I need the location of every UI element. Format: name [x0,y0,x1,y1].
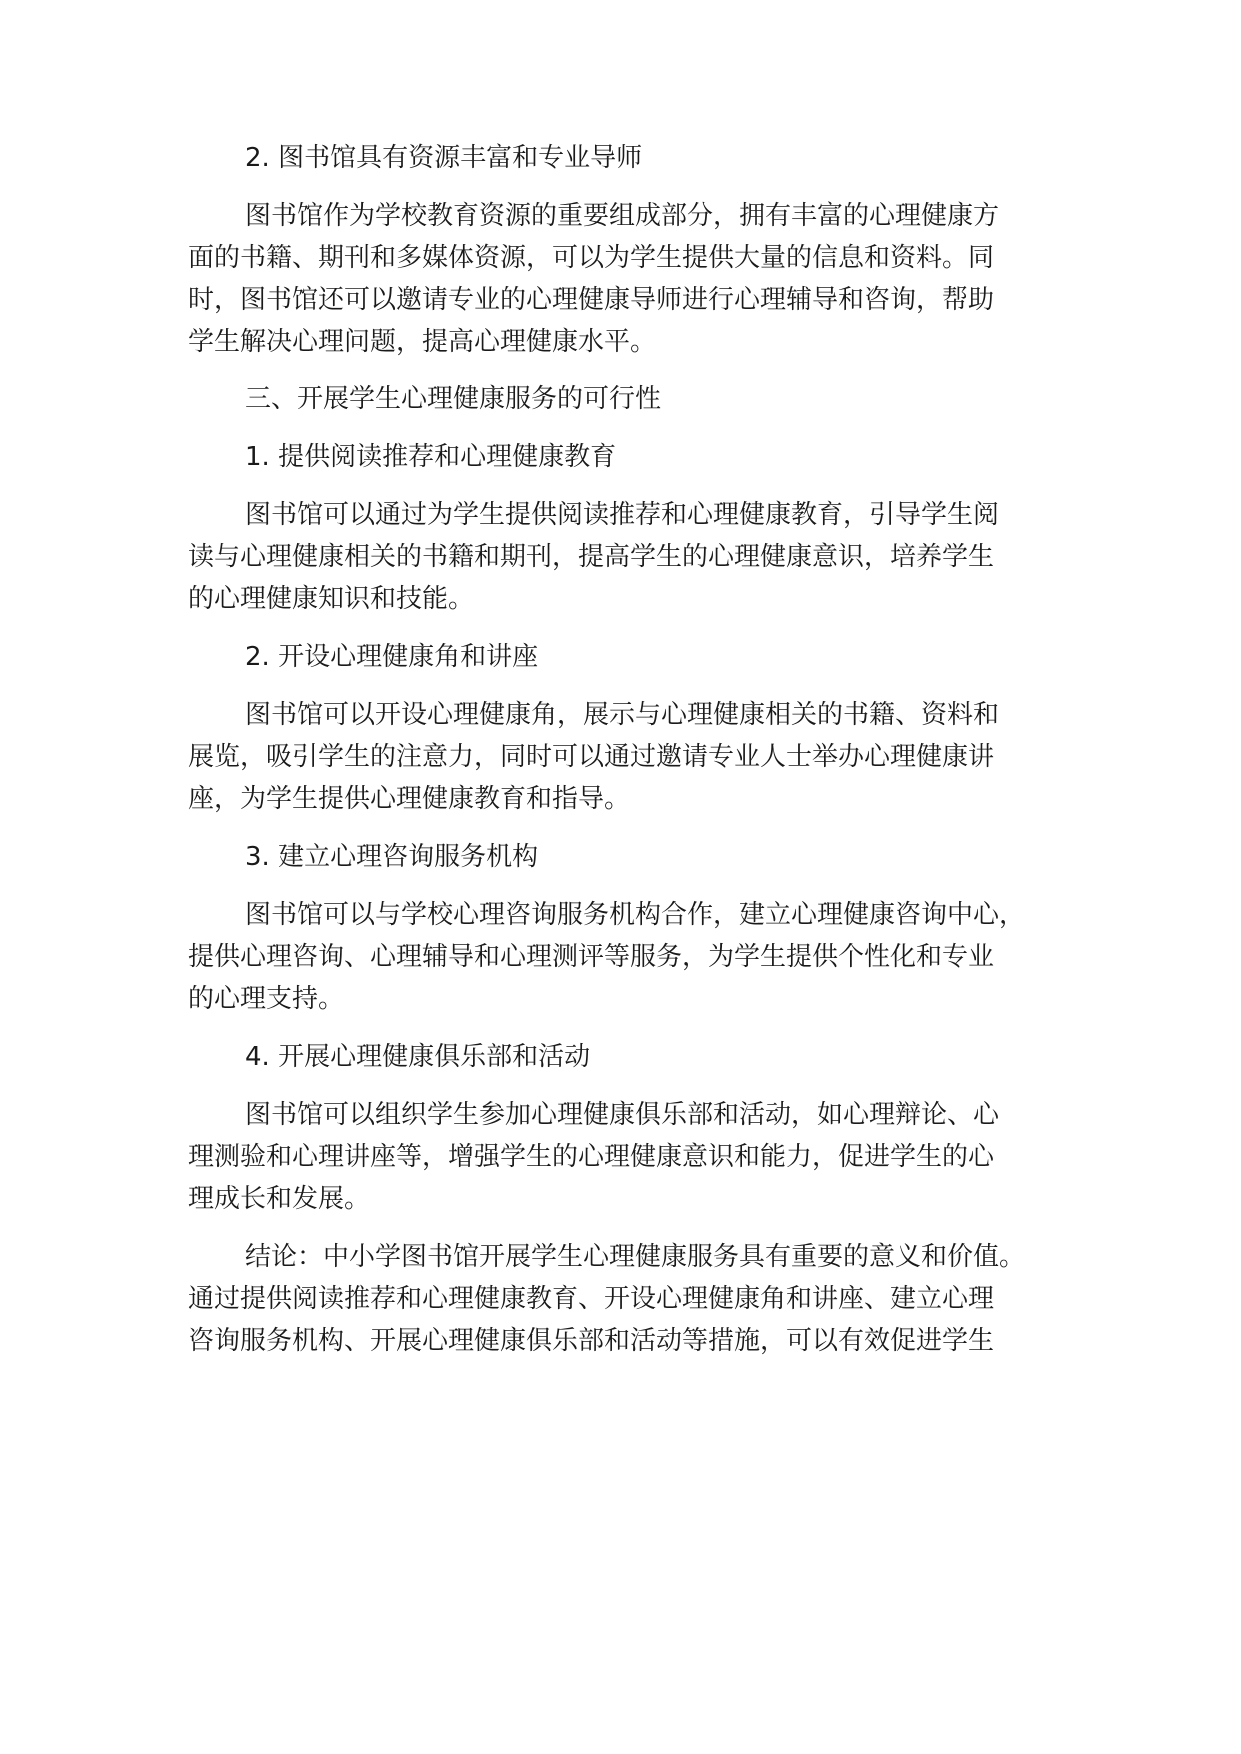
paragraph-line: 展览，吸引学生的注意力，同时可以通过邀请专业人士举办心理健康讲 [188,742,995,772]
section-heading: 三、开展学生心理健康服务的可行性 [245,384,662,414]
paragraph-line: 图书馆可以开设心理健康角，展示与心理健康相关的书籍、资料和 [245,700,1000,730]
paragraph-line: 图书馆可以与学校心理咨询服务机构合作，建立心理健康咨询中心， [245,900,1026,930]
section-heading: 2. 图书馆具有资源丰富和专业导师 [245,143,643,173]
paragraph-line: 图书馆可以组织学生参加心理健康俱乐部和活动，如心理辩论、心 [245,1100,1000,1130]
paragraph-line: 提供心理咨询、心理辅导和心理测评等服务，为学生提供个性化和专业 [188,942,995,972]
paragraph-line: 学生解决心理问题，提高心理健康水平。 [188,327,657,357]
paragraph-line: 座，为学生提供心理健康教育和指导。 [188,784,631,814]
paragraph-line: 图书馆可以通过为学生提供阅读推荐和心理健康教育，引导学生阅 [245,500,1000,530]
paragraph-line: 读与心理健康相关的书籍和期刊，提高学生的心理健康意识，培养学生 [188,542,995,572]
paragraph-line: 理测验和心理讲座等，增强学生的心理健康意识和能力，促进学生的心 [188,1142,995,1172]
paragraph-line: 的心理支持。 [188,984,345,1014]
paragraph-line: 时，图书馆还可以邀请专业的心理健康导师进行心理辅导和咨询，帮助 [188,285,995,315]
paragraph-line: 结论：中小学图书馆开展学生心理健康服务具有重要的意义和价值。 [245,1242,1026,1272]
section-heading: 2. 开设心理健康角和讲座 [245,642,539,672]
paragraph-line: 咨询服务机构、开展心理健康俱乐部和活动等措施，可以有效促进学生 [188,1326,995,1356]
section-heading: 3. 建立心理咨询服务机构 [245,842,539,872]
paragraph-line: 图书馆作为学校教育资源的重要组成部分，拥有丰富的心理健康方 [245,201,1000,231]
section-heading: 1. 提供阅读推荐和心理健康教育 [245,442,617,472]
paragraph-line: 面的书籍、期刊和多媒体资源，可以为学生提供大量的信息和资料。同 [188,243,995,273]
paragraph-line: 的心理健康知识和技能。 [188,584,475,614]
paragraph-line: 理成长和发展。 [188,1184,371,1214]
section-heading: 4. 开展心理健康俱乐部和活动 [245,1042,591,1072]
paragraph-line: 通过提供阅读推荐和心理健康教育、开设心理健康角和讲座、建立心理 [188,1284,995,1314]
